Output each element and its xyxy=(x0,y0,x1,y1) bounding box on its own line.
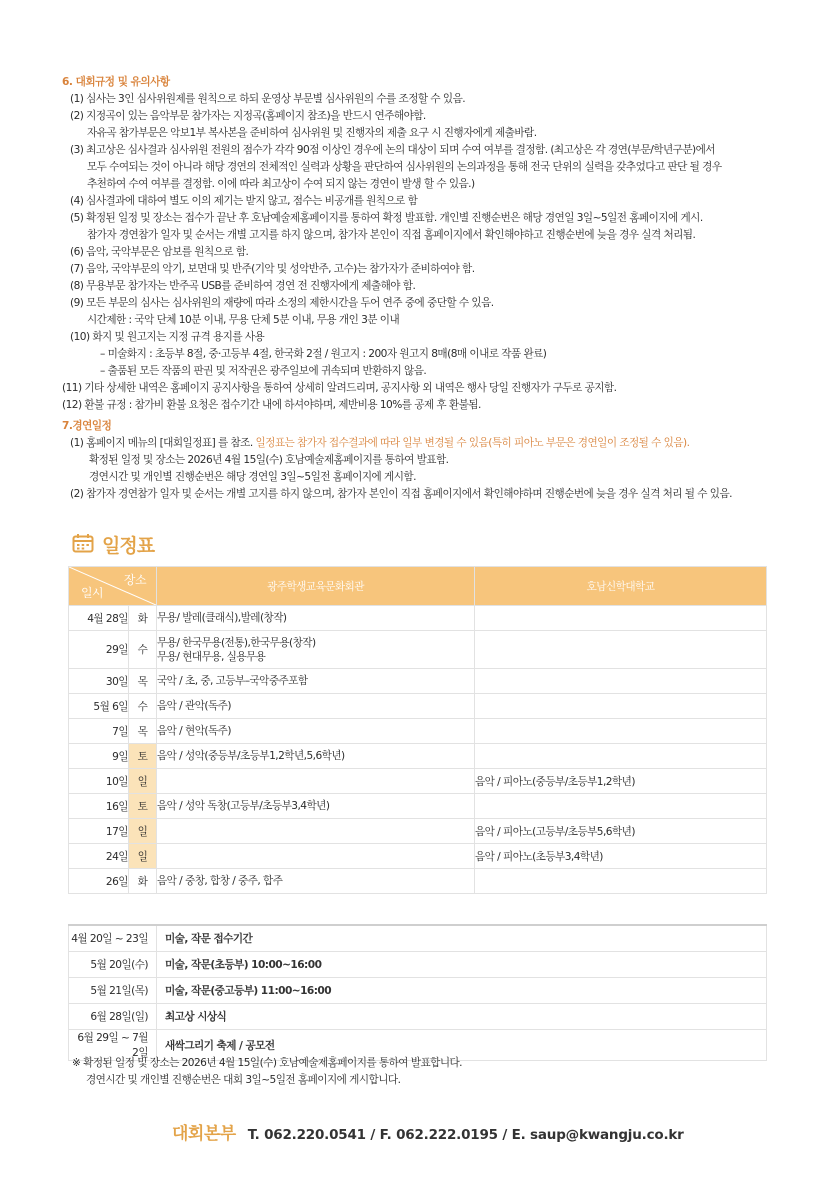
row-venue2-event xyxy=(475,744,767,769)
row-venue1-event xyxy=(157,819,475,844)
schedule-row xyxy=(69,844,767,869)
extra-event: 최고상 시상식 xyxy=(157,1004,767,1030)
event-text: 무용/ 현대무용, 실용무용 xyxy=(157,650,266,663)
rule-line: (4) 심사결과에 대하여 별도 이의 제기는 받지 않고, 점수는 비공개를 원칙으로 함 xyxy=(70,195,418,207)
rule-line: (9) 모든 부문의 심사는 심사위원의 재량에 따라 소정의 제한시간을 두어 연주 중에 중단할 수 있음. xyxy=(70,297,494,309)
row-date: 30일 xyxy=(69,669,129,694)
rule-line: (8) 무용부문 참가자는 반주곡 USB를 준비하여 경연 전 진행자에게 제출해야 함. xyxy=(70,280,416,292)
event-text: 음악 / 관악(독주) xyxy=(157,700,231,712)
event-text: 음악 / 중창, 합창 / 중주, 합주 xyxy=(157,875,283,887)
row-venue2-event xyxy=(475,719,767,744)
row-venue2-event xyxy=(475,669,767,694)
footer-contact: T. 062.220.0541 / F. 062.222.0195 / E. saup@kwangju.co.kr xyxy=(247,1127,684,1143)
extra-date: 5월 20일(수) xyxy=(69,952,157,978)
row-day-of-week: 화 xyxy=(129,869,157,894)
event-text: 음악 / 현악(독주) xyxy=(157,725,231,737)
row-venue1-event xyxy=(157,869,475,894)
row-venue1-event xyxy=(157,631,475,669)
row-venue2-event xyxy=(475,606,767,631)
row-venue2-event xyxy=(475,694,767,719)
row-day-of-week: 화 xyxy=(129,606,157,631)
rule-line: (7) 음악, 국악부문의 악기, 보면대 및 반주(기악 및 성악반주, 고수)는 참가자가 준비하여야 함. xyxy=(70,263,475,275)
schedule-row xyxy=(69,744,767,769)
schedule-row xyxy=(69,631,767,669)
row-venue1-event xyxy=(157,769,475,794)
schedule-header-row xyxy=(69,567,767,606)
row-date: 17일 xyxy=(69,819,129,844)
extra-date: 5월 21일(목) xyxy=(69,978,157,1004)
row-day-of-week: 일 xyxy=(129,769,157,794)
rule-line: (11) 기타 상세한 내역은 홈페이지 공지사항을 통하여 상세히 알려드리며, 공지사항 외 내역은 행사 당일 진행자가 구두로 공지함. xyxy=(62,382,617,394)
row-day-of-week: 목 xyxy=(129,719,157,744)
rule-line: 추천하여 수여 여부를 결정함. 이에 따라 최고상이 수여 되지 않는 경연이 발생 할 수 있음.) xyxy=(87,178,475,190)
rule-line: (5) 확정된 일정 및 장소는 접수가 끝난 후 호남예술제홈페이지를 통하여 확정 발표함. 개인별 진행순번은 해당 경연일 3일~5일전 홈페이지에 게시. xyxy=(70,212,703,224)
rules-section xyxy=(62,74,802,414)
rule-line: 시간제한 : 국악 단체 10분 이내, 무용 단체 5분 이내, 무용 개인 3분 이내 xyxy=(87,314,400,326)
schedule-table xyxy=(68,566,767,894)
calendar-icon xyxy=(72,533,94,557)
event-text: 음악 / 성악 독창(고등부/초등부3,4학년) xyxy=(157,800,330,812)
rule-line: (2) 지정곡이 있는 음악부문 참가자는 지정곡(홈페이지 참조)을 반드시 연주해야함. xyxy=(70,110,426,122)
place-label: 장소 xyxy=(123,573,146,587)
schedule-note xyxy=(72,1055,462,1089)
rule-line: 모두 수여되는 것이 아니라 해당 경연의 전체적인 실력과 상황을 판단하여 심사위원의 논의과정을 통해 전국 단위의 실력을 갖추었다고 판단 될 경우 xyxy=(87,161,722,173)
row-day-of-week: 목 xyxy=(129,669,157,694)
section-7-title: 7.경연일정 xyxy=(62,420,112,432)
schedule-row xyxy=(69,694,767,719)
row-date: 26일 xyxy=(69,869,129,894)
row-date: 10일 xyxy=(69,769,129,794)
row-venue1-event xyxy=(157,606,475,631)
schedule-row xyxy=(69,769,767,794)
extra-event: 미술, 작문 접수기간 xyxy=(157,925,767,952)
row-date: 16일 xyxy=(69,794,129,819)
rule-line: (1) 심사는 3인 심사위원제를 원칙으로 하되 운영상 부문별 심사위원의 수를 조정할 수 있음. xyxy=(70,93,466,105)
row-venue2-event: 음악 / 피아노(초등부3,4학년) xyxy=(475,844,767,869)
event-text: 음악 / 성악(중등부/초등부1,2학년,5,6학년) xyxy=(157,750,345,762)
header-corner xyxy=(69,567,157,606)
event-text: 국악 / 초, 중, 고등부–국악중주포함 xyxy=(157,675,308,687)
extra-event: 미술, 작문(중고등부) 11:00~16:00 xyxy=(157,978,767,1004)
row-venue2-event: 음악 / 피아노(고등부/초등부5,6학년) xyxy=(475,819,767,844)
venue1-header: 광주학생교육문화회관 xyxy=(157,567,475,606)
schedule-row xyxy=(69,794,767,819)
schedule-notice-line: (2) 참가자 경연참가 일자 및 순서는 개별 고지를 하지 않으며, 참가자 본인이 직접 홈페이지에서 확인해야하며 진행순번에 늦을 경우 실격 처리 될 수 있음. xyxy=(70,488,732,500)
extra-date: 4월 20일 ~ 23일 xyxy=(69,925,157,952)
row-date: 7일 xyxy=(69,719,129,744)
rule-line: (10) 화지 및 원고지는 지정 규격 용지를 사용 xyxy=(70,331,265,343)
extra-date: 6월 28일(일) xyxy=(69,1004,157,1030)
row-day-of-week: 토 xyxy=(129,744,157,769)
row-venue2-event xyxy=(475,631,767,669)
extra-schedule-table xyxy=(68,924,767,1061)
extra-row xyxy=(69,1004,767,1030)
schedule-row xyxy=(69,819,767,844)
row-venue1-event xyxy=(157,719,475,744)
schedule-title: 일정표 xyxy=(102,535,155,557)
schedule-notice-line: 경연시간 및 개인별 진행순번은 해당 경연일 3일~5일전 홈페이지에 게시함. xyxy=(89,471,416,483)
row-venue1-event xyxy=(157,694,475,719)
schedule-notice-line xyxy=(62,435,802,452)
row-date: 4월 28일 xyxy=(69,606,129,631)
extra-date: 6월 29일 ~ 7월 2일 xyxy=(69,1030,157,1061)
rule-line: (3) 최고상은 심사결과 심사위원 전원의 점수가 각각 90점 이상인 경우에 논의 대상이 되며 수여 여부를 결정함. (최고상은 각 경연(부문/학년구분)에서 xyxy=(70,144,715,156)
note-line: ※ 확정된 일정 및 장소는 2026년 4월 15일(수) 호남예술제홈페이지를 통하여 발표합니다. xyxy=(72,1057,463,1069)
row-venue2-event: 음악 / 피아노(중등부/초등부1,2학년) xyxy=(475,769,767,794)
date-label: 일시 xyxy=(81,586,104,600)
schedule-notice-line: 확정된 일정 및 장소는 2026년 4월 15일(수) 호남예술제홈페이지를 통하여 발표함. xyxy=(89,454,449,466)
rule-line: – 미술화지 : 초등부 8절, 중·고등부 4절, 한국화 2절 / 원고지 : 200자 원고지 8매(8매 이내로 작품 완료) xyxy=(100,348,547,360)
row-day-of-week: 토 xyxy=(129,794,157,819)
row-date: 5월 6일 xyxy=(69,694,129,719)
extra-row xyxy=(69,952,767,978)
competition-schedule-section xyxy=(62,418,802,503)
footer-label: 대회본부 xyxy=(172,1124,236,1144)
schedule-row xyxy=(69,719,767,744)
schedule-row xyxy=(69,669,767,694)
row-day-of-week: 수 xyxy=(129,694,157,719)
row-venue1-event xyxy=(157,669,475,694)
schedule-row xyxy=(69,606,767,631)
rule-line: 참가자 경연참가 일자 및 순서는 개별 고지를 하지 않으며, 참가자 본인이 직접 홈페이지에서 확인해야하고 진행순번에 늦을 경우 실격 처리됨. xyxy=(87,229,696,241)
schedule-heading xyxy=(72,531,154,558)
venue2-header: 호남신학대학교 xyxy=(475,567,767,606)
extra-row xyxy=(69,978,767,1004)
row-date: 24일 xyxy=(69,844,129,869)
rule-line: (12) 환불 규정 : 참가비 환불 요청은 접수기간 내에 하셔야하며, 제반비용 10%를 공제 후 환불됨. xyxy=(62,399,481,411)
row-venue1-event xyxy=(157,844,475,869)
extra-row xyxy=(69,925,767,952)
row-date: 29일 xyxy=(69,631,129,669)
row-day-of-week: 일 xyxy=(129,844,157,869)
schedule-row xyxy=(69,869,767,894)
row-venue2-event xyxy=(475,794,767,819)
row-venue1-event xyxy=(157,794,475,819)
note-line: 경연시간 및 개인별 진행순번은 대회 3일~5일전 홈페이지에 게시합니다. xyxy=(86,1074,401,1086)
event-text: 무용/ 한국무용(전통),한국무용(창작) xyxy=(157,636,316,649)
row-venue1-event xyxy=(157,744,475,769)
rule-line: 자유곡 참가부문은 악보1부 복사본을 준비하여 심사위원 및 진행자의 제출 요구 시 진행자에게 제출바람. xyxy=(87,127,537,139)
row-date: 9일 xyxy=(69,744,129,769)
rule-line: – 출품된 모든 작품의 판권 및 저작권은 광주일보에 귀속되며 반환하지 않음. xyxy=(100,365,427,377)
rule-line: (6) 음악, 국악부문은 암보를 원칙으로 함. xyxy=(70,246,249,258)
notice-text: (1) 홈페이지 메뉴의 [대회일정표] 를 참조. xyxy=(70,437,256,449)
extra-event: 미술, 작문(초등부) 10:00~16:00 xyxy=(157,952,767,978)
event-text: 무용/ 발레(클래식),발레(창작) xyxy=(157,612,287,624)
row-venue2-event xyxy=(475,869,767,894)
extra-event: 새싹그리기 축제 / 공모전 xyxy=(157,1030,767,1061)
row-day-of-week: 일 xyxy=(129,819,157,844)
row-day-of-week: 수 xyxy=(129,631,157,669)
footer xyxy=(172,1119,684,1144)
notice-highlight: 일정표는 참가자 접수결과에 따라 일부 변경될 수 있음(특히 피아노 부문은 경연일이 조정될 수 있음). xyxy=(255,437,690,449)
section-6-title: 6. 대회규정 및 유의사항 xyxy=(62,76,170,88)
